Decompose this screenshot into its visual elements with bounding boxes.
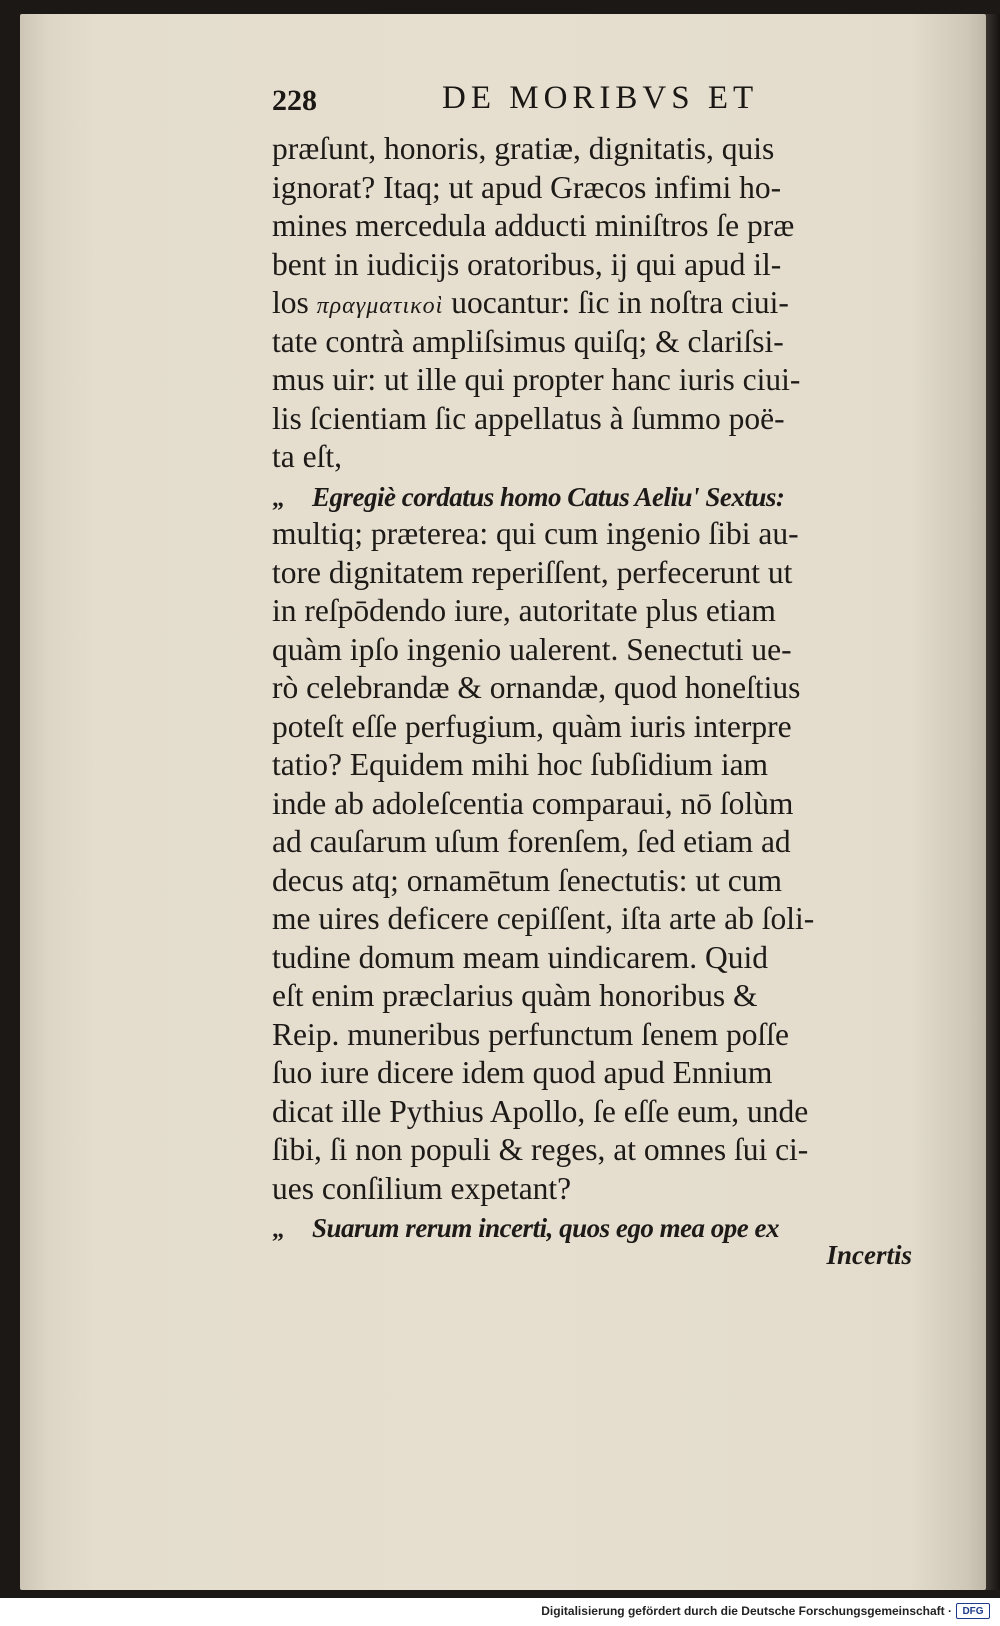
text-line: quàm ipſo ingenio ualerent. Senectuti ue- <box>272 631 792 667</box>
text-line: lis ſcientiam ſic appellatus à ſummo poë- <box>272 400 785 436</box>
verse-quote: Egregiè cordatus homo Catus Aeliu' Sextus: <box>312 481 785 512</box>
text-line: me uires deficere cepiſſent, iſta arte ab ſoli- <box>272 901 815 936</box>
text-line: ta eſt, <box>272 439 342 474</box>
funding-credit: Digitalisierung gefördert durch die Deutsche Forschungsgemeinschaft · <box>541 1604 952 1618</box>
dfg-logo-icon: DFG <box>956 1603 990 1619</box>
catchword: Incertis <box>826 1240 912 1270</box>
text-line: ſuo iure dicere idem quod apud Ennium <box>272 1055 773 1090</box>
text-line: dicat ille Pythius Apollo, ſe eſſe eum, unde <box>272 1093 809 1129</box>
text-line: poteſt eſſe perfugium, quàm iuris interpre <box>272 708 792 744</box>
quote-mark: „ <box>272 485 284 512</box>
text-line <box>272 477 932 516</box>
catchword-row <box>272 1240 912 1271</box>
text-line: mus uir: ut ille qui propter hanc iuris ciui- <box>272 362 801 397</box>
text-line: mines mercedula adducti miniſtros ſe præ <box>272 208 795 243</box>
body-text <box>272 130 932 1247</box>
text-line <box>272 284 932 323</box>
page-number: 228 <box>272 84 317 117</box>
line-text-before: los <box>272 285 317 320</box>
scan-edge <box>986 14 1000 1590</box>
text-line: tudine domum meam uindicarem. Quid <box>272 939 769 975</box>
text-line: rò celebrandæ & ornandæ, quod honeſtius <box>272 670 801 705</box>
text-line: in reſpōdendo iure, autoritate plus etiam <box>272 593 776 628</box>
text-line: præſunt, honoris, gratiæ, dignitatis, quis <box>272 131 775 166</box>
text-line: eſt enim præclarius quàm honoribus & <box>272 978 758 1013</box>
quote-mark: „ <box>272 1217 284 1243</box>
footer-bar <box>0 1598 1000 1626</box>
text-line: tate contrà ampliſsimus quiſq; & clariſsi- <box>272 323 784 359</box>
text-line: decus atq; ornamētum ſenectutis: ut cum <box>272 862 782 898</box>
text-line: inde ab adoleſcentia comparaui, nō ſolùm <box>272 785 794 821</box>
text-line: tore dignitatem reperiſſent, perfecerunt ut <box>272 554 793 590</box>
text-line: Reip. muneribus perfunctum ſenem poſſe <box>272 1016 789 1052</box>
text-line: ignorat? Itaq; ut apud Græcos infimi ho- <box>272 169 782 205</box>
running-title: DE MORIBVS ET <box>442 80 759 116</box>
text-line: bent in iudicijs oratoribus, ij qui apud il- <box>272 246 782 282</box>
text-line: ſibi, ſi non populi & reges, at omnes ſui ci- <box>272 1132 809 1167</box>
text-line: tatio? Equidem mihi hoc ſubſidium iam <box>272 747 769 782</box>
text-line: ad cauſarum uſum forenſem, ſed etiam ad <box>272 824 791 859</box>
text-line: multiq; præterea: qui cum ingenio ſibi au- <box>272 516 799 551</box>
line-text-after: uocantur: ſic in noſtra ciui- <box>443 285 789 320</box>
verse-quote: Suarum rerum incerti, quos ego mea ope ex <box>312 1213 780 1243</box>
page-header <box>272 80 932 124</box>
greek-word: πραγματικοὶ <box>316 293 444 319</box>
text-line: ues conſilium expetant? <box>272 1170 572 1206</box>
